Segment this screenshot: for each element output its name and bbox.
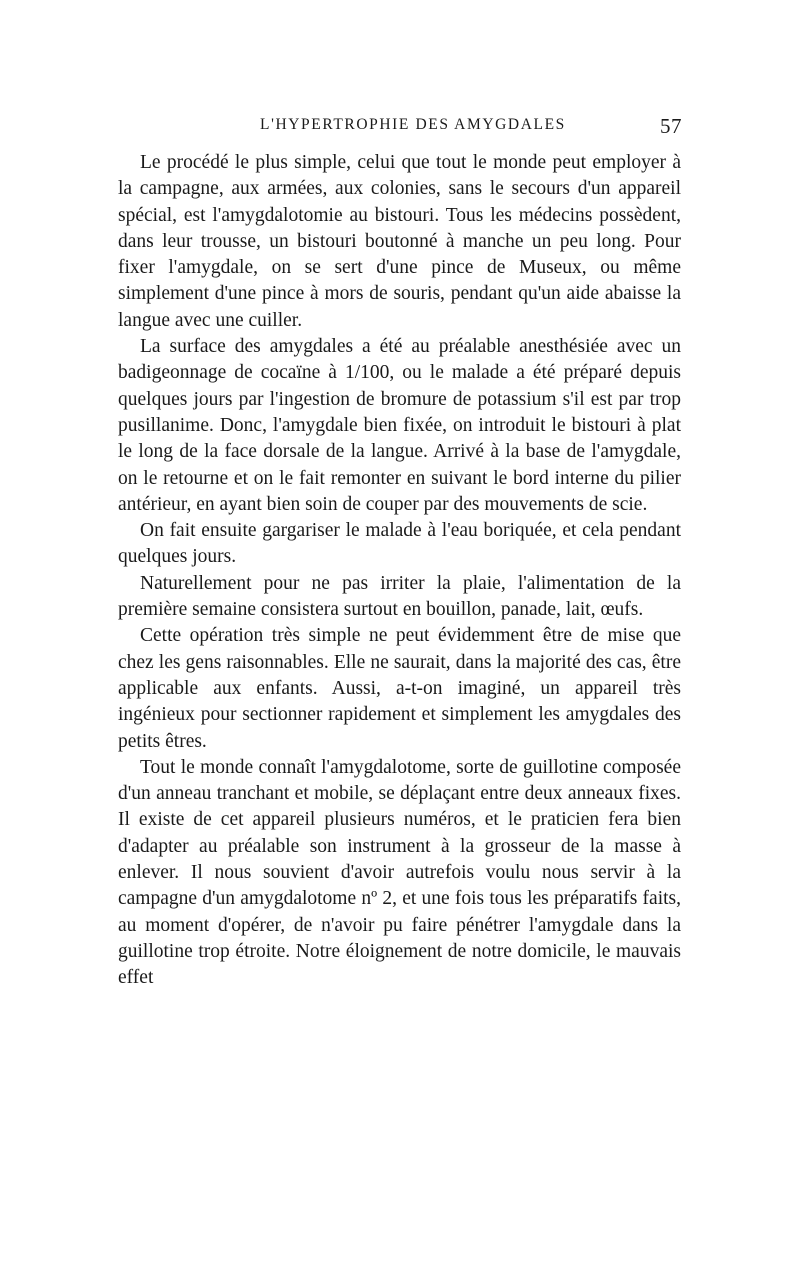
paragraph-amygdalotome: Tout le monde connaît l'amygdalotome, sorte de guillotine composée d'un anneau tranchant et mobile, se déplaçant entre deux anneaux fixes. Il existe de cet appareil plusieurs numéros, et le praticien fera bien d'adapter au préalable son instrument à la grosseur de la masse à enlever. Il nous souvient d'avoir autrefois voulu nous servir à la campagne d'un amygdalotome nº 2, et une fois tous les préparatifs faits, au moment d'opérer, de n'avoir pu faire pénétrer l'amygdale dans la guillotine trop étroite. Notre éloignement de notre domicile, le mauvais effet (118, 756, 681, 989)
paragraph-anesthesia: La surface des amygdales a été au préalable anesthésiée avec un badigeonnage de cocaïne à 1/100, ou le malade a été préparé depuis quelques jours par l'ingestion de bromure de potassium s'il est par trop pusillanime. Donc, l'amygdale bien fixée, on introduit le bistouri à plat le long de la face dorsale de la langue. Arrivé à la base de l'amygdale, on le retourne et on le fait remonter en suivant le bord interne du pilier antérieur, en ayant bien soin de couper par des mouvements de scie. (118, 336, 681, 515)
running-header (118, 116, 682, 140)
page-number: 57 (660, 114, 682, 138)
paragraph-procedure: Le procédé le plus simple, celui que tout le monde peut employer à la campagne, aux armées, aux colonies, sans le secours d'un appareil spécial, est l'amygdalotomie au bistouri. Tous les médecins possèdent, dans leur trousse, un bistouri boutonné à manche un peu long. Pour fixer l'amygdale, on se sert d'une pince de Museux, ou même simplement d'une pince à mors de souris, pendant qu'un aide abaisse la langue avec une cuiller. (118, 152, 681, 331)
paragraph-diet: Naturellement pour ne pas irriter la plaie, l'alimentation de la première semaine consistera surtout en bouillon, panade, lait, œufs. (118, 572, 681, 621)
paragraph-children: Cette opération très simple ne peut évidemment être de mise que chez les gens raisonnables. Elle ne saurait, dans la majorité des cas, être applicable aux enfants. Aussi, a-t-on imaginé, un appareil très ingénieux pour sectionner rapidement et simplement les amygdales des petits êtres. (118, 625, 681, 752)
running-title: L'HYPERTROPHIE DES AMYGDALES (260, 116, 566, 133)
paragraph-gargle: On fait ensuite gargariser le malade à l'eau boriquée, et cela pendant quelques jours. (118, 520, 681, 568)
body-text (118, 150, 681, 992)
